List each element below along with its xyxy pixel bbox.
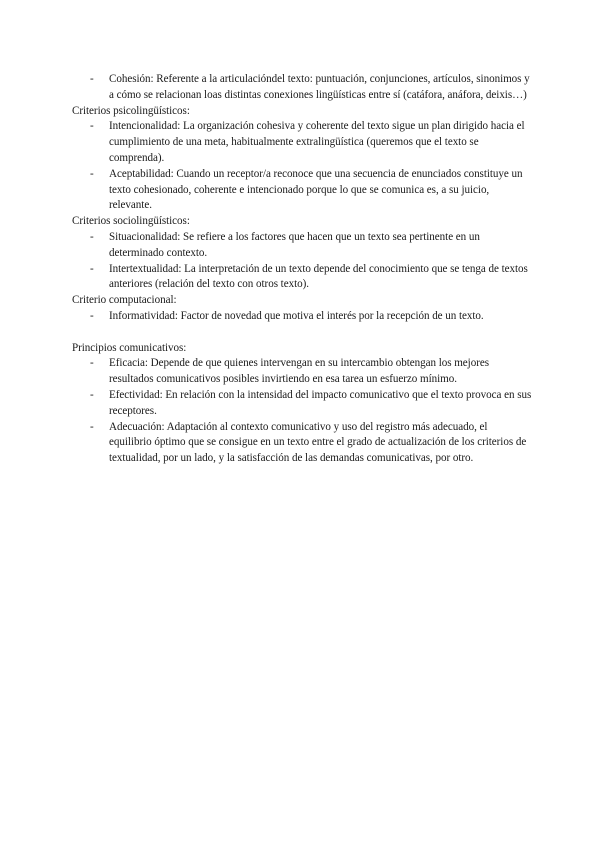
cohesion-list <box>72 72 532 104</box>
document-body <box>72 72 532 467</box>
section-heading-computacional: Criterio computacional: <box>72 294 177 307</box>
list-item <box>72 388 532 420</box>
list-item <box>72 230 532 262</box>
list-item <box>72 262 532 294</box>
item-text: Informatividad: Factor de novedad que motiva el interés por la recepción de un texto. <box>109 309 484 322</box>
list-item <box>72 167 532 214</box>
list-item <box>72 420 532 467</box>
list-item <box>72 356 532 388</box>
item-text: Aceptabilidad: Cuando un receptor/a reconoce que una secuencia de enunciados constituye un texto cohesionado, coherente e intencionado porque lo que se comunica es, a su juicio, relevante. <box>109 167 523 212</box>
psicolinguisticos-list <box>72 119 532 214</box>
section-heading-principios: Principios comunicativos: <box>72 341 187 354</box>
bullet-dash: - <box>90 388 94 401</box>
section-heading-psicolinguisticos: Criterios psicolingüísticos: <box>72 104 190 117</box>
bullet-dash: - <box>90 73 94 85</box>
list-item <box>72 72 532 104</box>
item-text: Intertextualidad: La interpretación de un texto depende del conocimiento que se tenga de textos anteriores (relación del texto con otros texto). <box>109 262 528 291</box>
computacional-list <box>72 309 532 325</box>
blank-line <box>72 325 532 341</box>
bullet-dash: - <box>90 309 94 322</box>
bullet-dash: - <box>90 357 94 370</box>
section-heading-sociolinguisticos: Criterios sociolingüísticos: <box>72 215 190 228</box>
principios-list <box>72 356 532 467</box>
item-text: Intencionalidad: La organización cohesiva y coherente del texto sigue un plan dirigido hacia el cumplimiento de una meta, habitualmente extralingüística (queremos que el texto se comprenda). <box>109 120 525 164</box>
item-text: Eficacia: Depende de que quienes intervengan en su intercambio obtengan los mejores resultados comunicativos posibles invirtiendo en esa tarea un esfuerzo mínimo. <box>109 357 489 386</box>
item-text: Adecuación: Adaptación al contexto comunicativo y uso del registro más adecuado, el equilibrio óptimo que se consigue en un texto entre el grado de actualización de los criterios de textualidad, por un lado, y la satisfacción de las demandas comunicativas, por otro. <box>109 420 527 465</box>
list-item <box>72 309 532 325</box>
bullet-dash: - <box>90 420 94 433</box>
item-text: Efectividad: En relación con la intensidad del impacto comunicativo que el texto provoca en sus receptores. <box>109 388 532 417</box>
item-text: Cohesión: Referente a la articulacióndel texto: puntuación, conjunciones, artículos, sinonimos y a cómo se relacionan loas distintas conexiones lingüísticas entre sí (catáfora, anáfora, deixis…) <box>109 73 530 101</box>
list-item <box>72 119 532 166</box>
item-text: Situacionalidad: Se refiere a los factores que hacen que un texto sea pertinente en un determinado contexto. <box>109 230 480 259</box>
bullet-dash: - <box>90 120 94 133</box>
sociolinguisticos-list <box>72 230 532 293</box>
bullet-dash: - <box>90 230 94 243</box>
bullet-dash: - <box>90 262 94 275</box>
bullet-dash: - <box>90 167 94 180</box>
